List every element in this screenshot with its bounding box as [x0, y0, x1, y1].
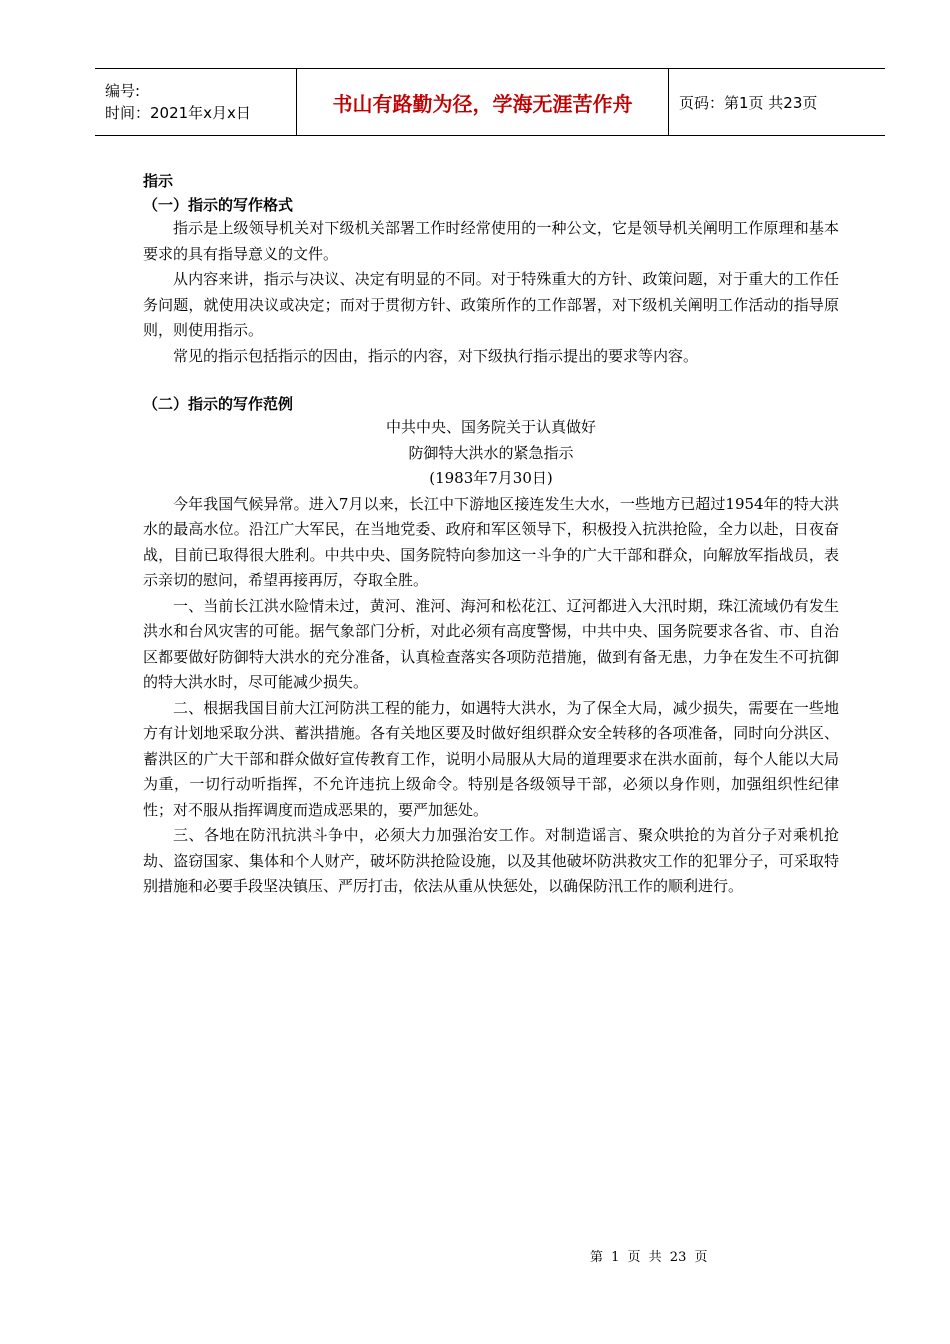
example-title-line-1: 中共中央、国务院关于认真做好: [385, 418, 596, 436]
example-date: (1983年7月30日): [429, 469, 553, 487]
section-1-paragraph: 从内容来讲，指示与决议、决定有明显的不同。对于特殊重大的方针、政策问题，对于重大的工作任务问题，就使用决议或决定；而对于贯彻方针、政策所作的工作部署，对下级机关阐明工作活动的指导原则，则使用指示。: [143, 270, 839, 339]
section-2-title: （二）指示的写作范例: [143, 395, 294, 413]
footer-page-number: 第 1 页 共 23 页: [590, 1250, 708, 1265]
header-motto-cell: [297, 69, 669, 135]
header-motto: 书山有路勤为径，学海无涯苦作舟: [332, 91, 633, 116]
document-time-label: 时间：2021年x月x日: [105, 104, 251, 122]
example-paragraph: 今年我国气候异常。进入7月以来，长江中下游地区接连发生大水，一些地方已超过1954年的特大洪水的最高水位。沿江广大军民，在当地党委、政府和军区领导下，积极投入抗洪抢险，全力以赴，日夜奋战，目前已取得很大胜利。中共中央、国务院特向参加这一斗争的广大干部和群众，向解放军指战员，表示亲切的慰问，希望再接再厉，夺取全胜。: [143, 494, 839, 589]
example-paragraph: 二、根据我国目前大江河防洪工程的能力，如遇特大洪水，为了保全大局，减少损失，需要在一些地方有计划地采取分洪、蓄洪措施。各有关地区要及时做好组织群众安全转移的各项准备，同时向分洪区、蓄洪区的广大干部和群众做好宣传教育工作，说明小局服从大局的道理要求在洪水面前，每个人能以大局为重，一切行动听指挥，不允许违抗上级命令。特别是各级领导干部，必须以身作则，加强组织性纪律性；对不服从指挥调度而造成恶果的，要严加惩处。: [143, 698, 839, 819]
header-meta-cell: [95, 69, 297, 135]
document-number-label: 编号:: [105, 82, 141, 100]
example-paragraph: 一、当前长江洪水险情未过，黄河、淮河、海河和松花江、辽河都进入大汛时期，珠江流域仍有发生洪水和台风灾害的可能。据气象部门分析，对此必须有高度警惕，中共中央、国务院要求各省、市、自治区都要做好防御特大洪水的充分准备，认真检查落实各项防范措施，做到有备无患，力争在发生不可抗御的特大洪水时，尽可能减少损失。: [143, 596, 839, 691]
example-title-line-2: 防御特大洪水的紧急指示: [408, 443, 574, 462]
example-paragraph: 三、各地在防汛抗洪斗争中，必须大力加强治安工作。对制造谣言、聚众哄抢的为首分子对乘机抢劫、盗窃国家、集体和个人财产，破坏防洪抢险设施，以及其他破坏防洪救灾工作的犯罪分子，可采取特别措施和必要手段坚决镇压、严厉打击，依法从重从快惩处，以确保防汛工作的顺利进行。: [143, 826, 839, 895]
section-gap: [143, 369, 839, 393]
section-1-title: （一）指示的写作格式: [143, 196, 294, 214]
document-body: [143, 168, 839, 900]
header-page-cell: [669, 69, 885, 135]
document-header: [95, 68, 885, 136]
section-1-paragraph: 常见的指示包括指示的因由，指示的内容，对下级执行指示提出的要求等内容。: [173, 346, 699, 365]
document-title: 指示: [143, 172, 174, 190]
header-page-label: 页码：第1页 共23页: [679, 93, 818, 112]
section-1-paragraph: 指示是上级领导机关对下级机关部署工作时经常使用的一种公文，它是领导机关阐明工作原理和基本要求的具有指导意义的文件。: [143, 219, 839, 263]
